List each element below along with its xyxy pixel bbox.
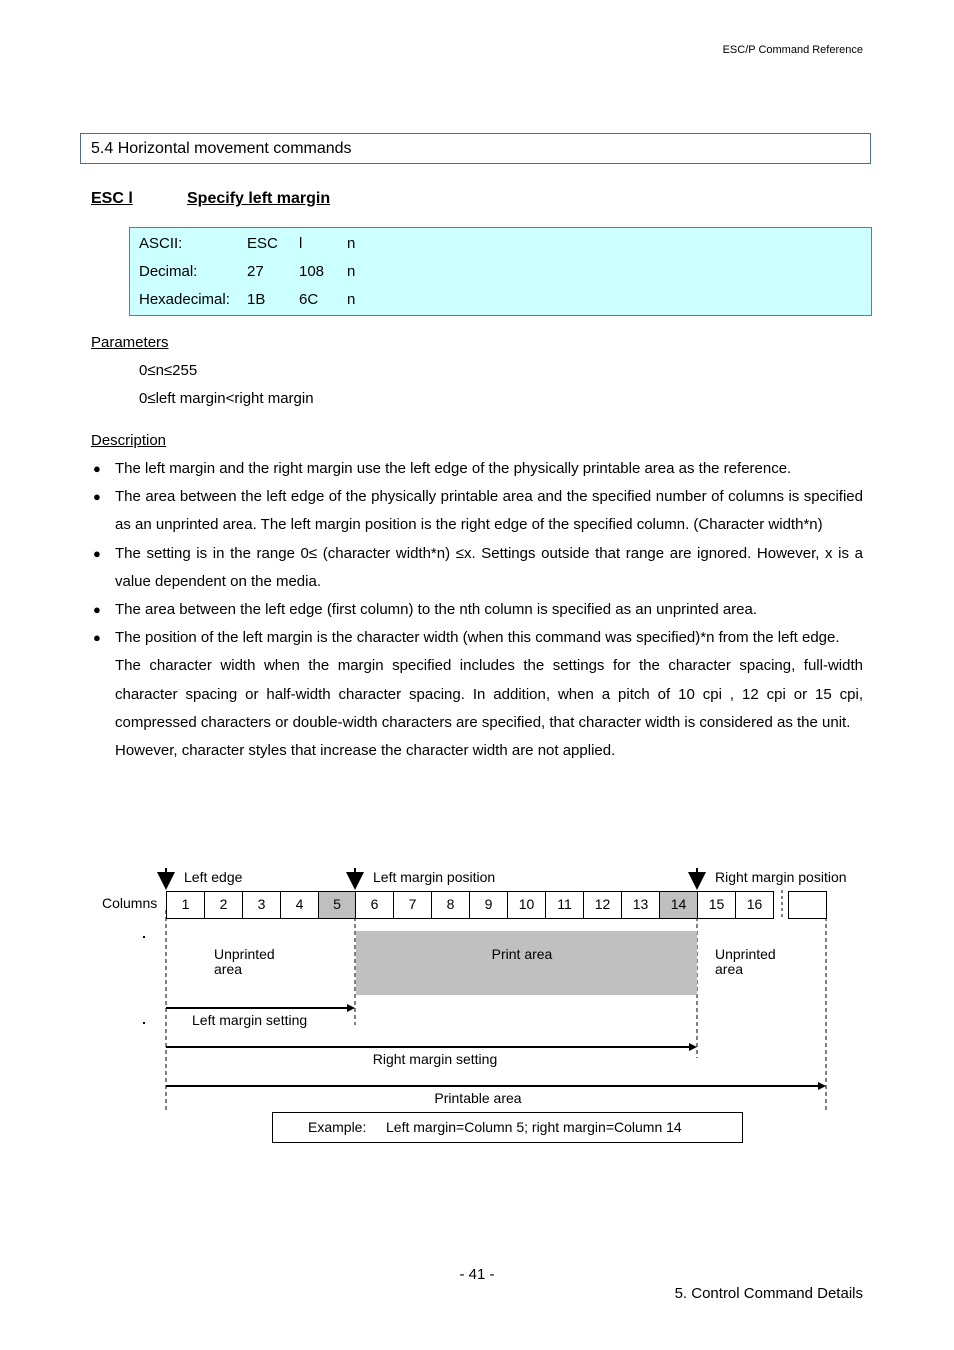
command-code-box [129, 227, 872, 316]
code-label: Hexadecimal: [139, 291, 230, 308]
column-number: 9 [484, 896, 493, 912]
margin-diagram [0, 860, 954, 1150]
bullet-icon: ● [93, 630, 101, 646]
column-number: 6 [370, 896, 379, 912]
column-number: 16 [746, 896, 763, 912]
column-cells [167, 892, 827, 919]
unprinted-left-label: area [214, 961, 243, 977]
bullet-icon: ● [93, 489, 101, 505]
command-title: Specify left margin [187, 190, 331, 207]
bullet-icon: ● [93, 461, 101, 476]
description-text: The left margin and the right margin use the left edge of the physically printable area as the reference. [115, 460, 792, 477]
code-value: n [347, 263, 356, 280]
column-number: 13 [632, 896, 649, 912]
unprinted-right-label: area [715, 961, 744, 977]
arrow-head-icon [689, 1043, 697, 1051]
column-number: 11 [557, 896, 572, 912]
left-edge-pointer-icon [157, 872, 175, 890]
code-value: ESC [247, 235, 278, 252]
description-item [91, 540, 863, 596]
right-margin-pointer-icon [688, 872, 706, 890]
unprinted-right-label: Unprinted [715, 946, 776, 962]
command-name: ESC l [91, 190, 133, 207]
column-cell [789, 892, 827, 919]
left-margin-pointer-icon [346, 872, 364, 890]
column-number: 1 [181, 896, 190, 912]
column-number: 4 [295, 896, 304, 912]
column-number: 10 [518, 896, 535, 912]
column-number: 14 [670, 896, 687, 912]
arrow-head-icon [347, 1004, 355, 1012]
header-reference: ESC/P Command Reference [722, 44, 863, 56]
code-value: 27 [247, 263, 264, 280]
left-edge-label: Left edge [184, 869, 243, 885]
description-text: However, character styles that increase the character width are not applied. [115, 742, 616, 760]
arrow-head-icon [818, 1082, 826, 1090]
marker-dot [143, 936, 145, 938]
print-area-label: Print area [491, 946, 553, 962]
example-text: Left margin=Column 5; right margin=Column 14 [386, 1119, 682, 1135]
column-number: 12 [594, 896, 611, 912]
column-number: 2 [219, 896, 228, 912]
print-area [356, 931, 697, 995]
left-margin-setting-label: Left margin setting [192, 1012, 308, 1028]
columns-label: Columns [102, 895, 158, 911]
code-value: 6C [299, 291, 319, 308]
left-margin-position-label: Left margin position [373, 869, 496, 885]
code-value: 108 [299, 263, 325, 280]
column-number: 5 [333, 896, 341, 912]
description-text: The character width when the margin specified includes the settings for the character spacing, full-width character spacing or half-width character spacing. In addition, when a pitch of 10 cpi , 12 cpi or 15 cpi, compressed characters or double-width characters are specified, that character width is considered as the unit. [115, 657, 863, 731]
description-item [91, 624, 863, 765]
description-text: The area between the left edge of the physically printable area and the specified number of columns is specified as an unprinted area. The left margin position is the right edge of the specified column. (Character width*n) [115, 488, 863, 534]
parameter-line: 0≤n≤255 [139, 362, 198, 379]
printable-area-label: Printable area [434, 1090, 522, 1106]
page-number: - 41 - [459, 1266, 495, 1283]
column-number: 8 [446, 896, 455, 912]
section-title: 5.4 Horizontal movement commands [80, 133, 871, 164]
description-item [91, 455, 863, 483]
description-heading: Description [91, 432, 167, 449]
code-value: l [299, 235, 303, 252]
column-number: 7 [408, 896, 417, 912]
chapter-name: 5. Control Command Details [674, 1285, 863, 1302]
description-text: The setting is in the range 0≤ (character width*n) ≤x. Settings outside that range are ignored. However, x is a value dependent on the media. [115, 544, 863, 590]
code-value: n [347, 291, 356, 308]
description-text: The area between the left edge (first column) to the nth column is specified as an unprinted area. [115, 601, 758, 619]
parameters-heading: Parameters [91, 334, 169, 351]
column-number: 15 [708, 896, 725, 912]
description-text: The position of the left margin is the character width (when this command was specified)*n from the left edge. [115, 629, 840, 647]
code-label: ASCII: [139, 235, 183, 252]
description-item [91, 596, 863, 624]
right-margin-setting-label: Right margin setting [372, 1051, 498, 1067]
description-item [91, 483, 863, 539]
code-value: 1B [247, 291, 266, 308]
unprinted-left-label: Unprinted [214, 946, 275, 962]
description-list [91, 455, 863, 765]
code-value: n [347, 235, 356, 252]
parameter-line: 0≤left margin<right margin [139, 390, 314, 407]
bullet-icon: ● [93, 602, 101, 618]
example-label: Example: [308, 1119, 367, 1135]
column-number: 3 [257, 896, 266, 912]
marker-dot [143, 1022, 145, 1024]
code-label: Decimal: [139, 263, 198, 280]
right-margin-position-label: Right margin position [715, 869, 847, 885]
bullet-icon: ● [93, 545, 101, 561]
